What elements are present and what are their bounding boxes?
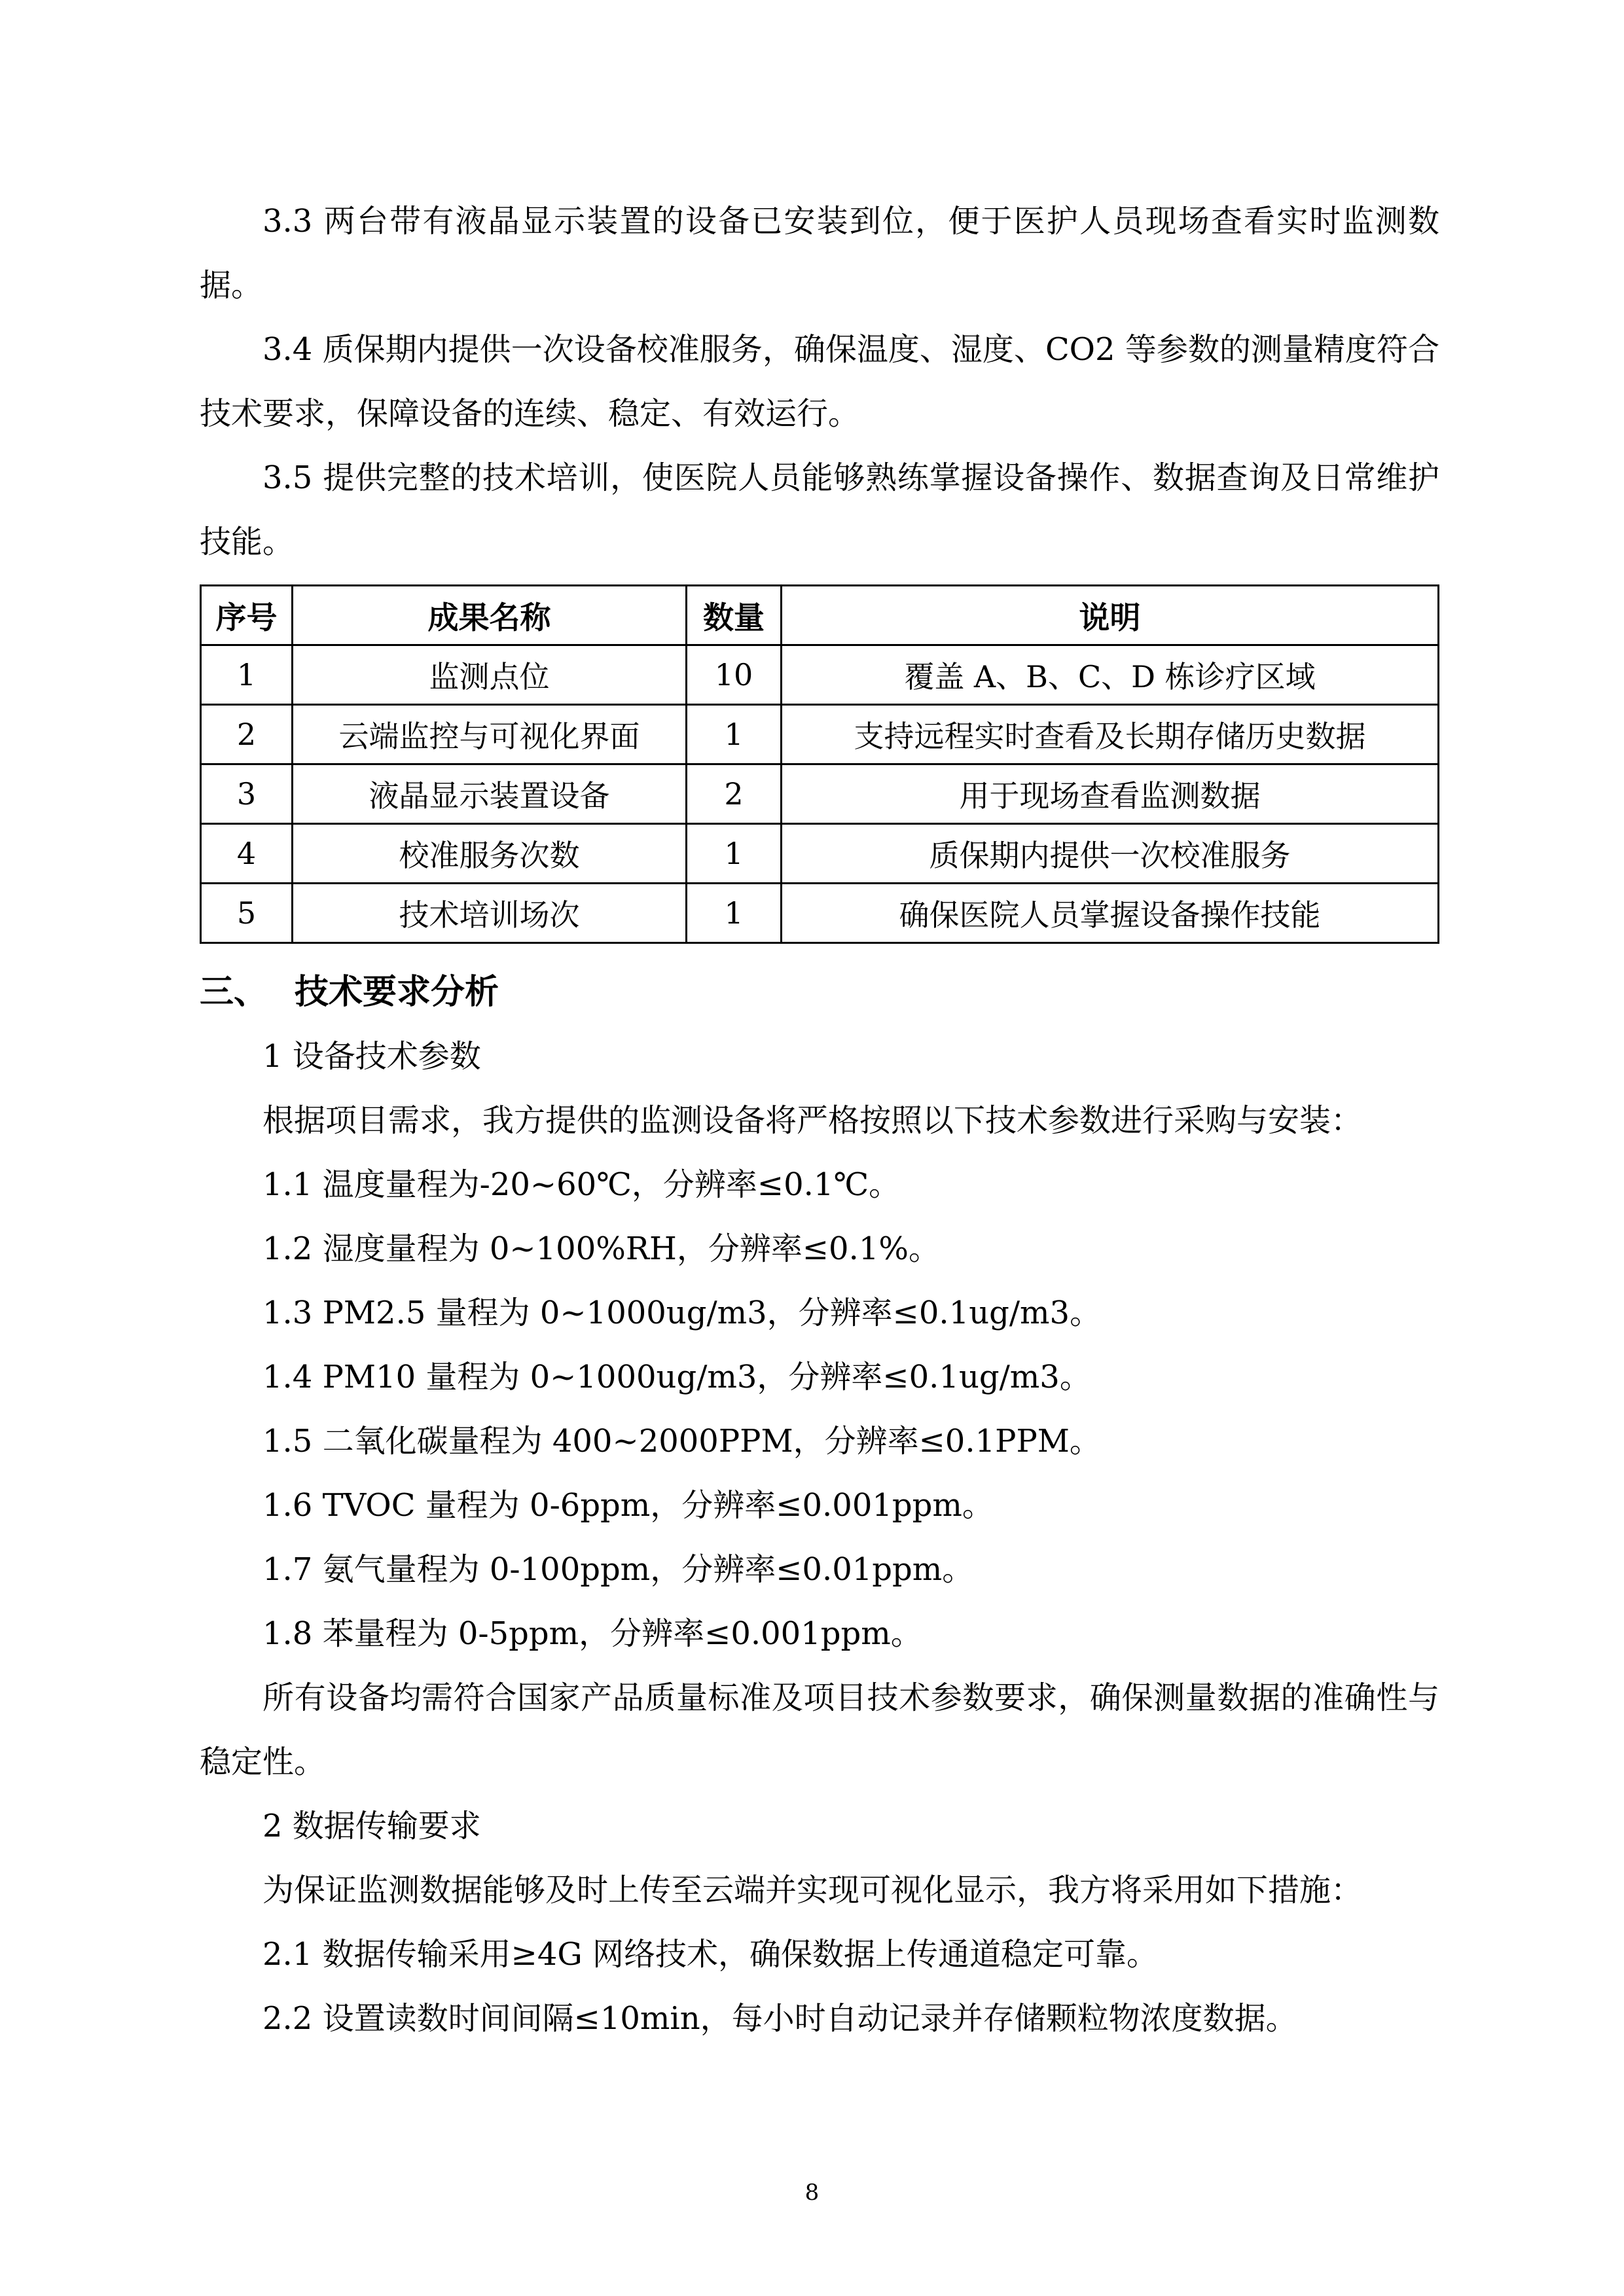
cell-name: 云端监控与可视化界面	[293, 705, 687, 764]
paragraph-3-5: 3.5 提供完整的技术培训，使医院人员能够熟练掌握设备操作、数据查询及日常维护技能。	[200, 459, 1439, 560]
cell-quantity: 1	[687, 884, 782, 943]
spec-item: 1.3 PM2.5 量程为 0~1000ug/m3，分辨率≤0.1ug/m3。	[262, 1295, 1102, 1331]
cell-description: 支持远程实时查看及长期存储历史数据	[782, 705, 1439, 764]
cell-index: 2	[201, 705, 293, 764]
cell-quantity: 1	[687, 705, 782, 764]
paragraph: 根据项目需求，我方提供的监测设备将严格按照以下技术参数进行采购与安装：	[262, 1102, 1363, 1139]
subheading: 2 数据传输要求	[262, 1808, 481, 1844]
section-heading	[200, 960, 1439, 1024]
spec-item: 2.2 设置读数时间间隔≤10min，每小时自动记录并存储颗粒物浓度数据。	[262, 2000, 1297, 2037]
table-row	[201, 824, 1439, 884]
spec-item: 1.1 温度量程为-20~60℃，分辨率≤0.1℃。	[262, 1166, 901, 1203]
spec-item: 2.1 数据传输采用≥4G 网络技术，确保数据上传通道稳定可靠。	[262, 1936, 1158, 1973]
cell-name: 监测点位	[293, 645, 687, 705]
cell-description: 确保医院人员掌握设备操作技能	[782, 884, 1439, 943]
cell-description: 覆盖 A、B、C、D 栋诊疗区域	[782, 645, 1439, 705]
deliverables-table	[200, 584, 1439, 944]
spec-item: 1.7 氨气量程为 0-100ppm，分辨率≤0.01ppm。	[262, 1551, 974, 1588]
cell-name: 技术培训场次	[293, 884, 687, 943]
cell-index: 4	[201, 824, 293, 884]
cell-description: 用于现场查看监测数据	[782, 764, 1439, 824]
cell-quantity: 10	[687, 645, 782, 705]
header-quantity: 数量	[687, 586, 782, 645]
table-row	[201, 645, 1439, 705]
header-name: 成果名称	[293, 586, 687, 645]
spec-item: 1.6 TVOC 量程为 0-6ppm，分辨率≤0.001ppm。	[262, 1487, 994, 1524]
paragraph-3-4: 3.4 质保期内提供一次设备校准服务，确保温度、湿度、CO2 等参数的测量精度符合技术要求，保障设备的连续、稳定、有效运行。	[200, 331, 1439, 432]
section-title: 技术要求分析	[295, 973, 499, 1012]
spec-item: 1.2 湿度量程为 0~100%RH，分辨率≤0.1%。	[262, 1230, 941, 1267]
page-content	[200, 189, 1439, 2051]
cell-name: 校准服务次数	[293, 824, 687, 884]
cell-index: 5	[201, 884, 293, 943]
cell-index: 3	[201, 764, 293, 824]
paragraph: 为保证监测数据能够及时上传至云端并实现可视化显示，我方将采用如下措施：	[262, 1872, 1363, 1909]
section-number: 三、	[200, 973, 268, 1012]
paragraph-3-3: 3.3 两台带有液晶显示装置的设备已安装到位，便于医护人员现场查看实时监测数据。	[200, 203, 1439, 304]
spec-item: 1.5 二氧化碳量程为 400~2000PPM，分辨率≤0.1PPM。	[262, 1423, 1101, 1460]
paragraph: 所有设备均需符合国家产品质量标准及项目技术参数要求，确保测量数据的准确性与稳定性。	[200, 1679, 1439, 1780]
table-header-row	[201, 586, 1439, 645]
header-index: 序号	[201, 586, 293, 645]
table-row	[201, 884, 1439, 943]
table-row	[201, 764, 1439, 824]
cell-name: 液晶显示装置设备	[293, 764, 687, 824]
page-number: 8	[804, 2179, 820, 2206]
subheading: 1 设备技术参数	[262, 1038, 481, 1075]
cell-quantity: 2	[687, 764, 782, 824]
cell-index: 1	[201, 645, 293, 705]
cell-quantity: 1	[687, 824, 782, 884]
table-row	[201, 705, 1439, 764]
cell-description: 质保期内提供一次校准服务	[782, 824, 1439, 884]
header-description: 说明	[782, 586, 1439, 645]
spec-item: 1.4 PM10 量程为 0~1000ug/m3，分辨率≤0.1ug/m3。	[262, 1359, 1091, 1395]
spec-item: 1.8 苯量程为 0-5ppm，分辨率≤0.001ppm。	[262, 1615, 922, 1652]
